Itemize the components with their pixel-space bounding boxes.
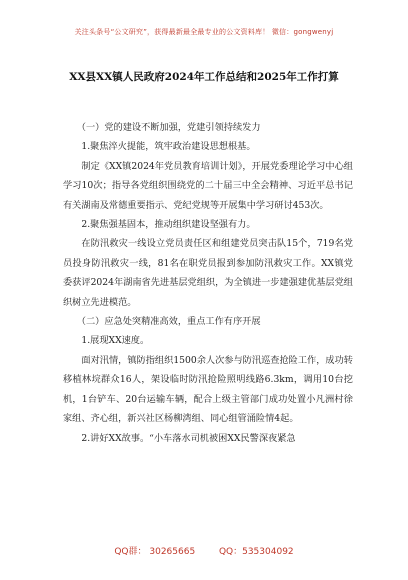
document-title: XX县XX镇人民政府2024年工作总结和2025年工作打算 xyxy=(69,71,339,83)
body-paragraph: 在防汛救灾一线设立党员责任区和组建党员突击队15个，719名党员投身防汛救灾一线，81名在职党员报到参加防汛救灾工作。XX镇党委获评2024年湖南省先进基层党组织，为全镇进一步建强建优基层党组织树立先进模范。 xyxy=(63,238,353,308)
footer-contact xyxy=(0,544,408,557)
body-paragraph: 制定《XX镇2024年党员教育培训计划》，开展党委理论学习中心组学习10次；指导各党组织围绕党的二十届三中全会精神、习近平总书记有关湖南及常德重要指示、党纪党规等开展集中学习研讨453次。 xyxy=(63,160,353,211)
sub-heading: 2.聚焦强基固本，推动组织建设坚强有力。 xyxy=(81,219,256,231)
document-body xyxy=(63,118,353,448)
header-promo-note: 关注头条号“公文研究”，获得最新最全最专业的公文资料库！ 微信：gongwenyj xyxy=(74,28,334,36)
section-heading: （二）应急处突精准高效，重点工作有序开展 xyxy=(76,316,261,328)
body-paragraph: 面对汛情，镇防指组织1500余人次参与防汛巡查抢险工作，成功转移植林垸群众16人，架设临时防汛抢险照明线路6.3km，调用10台挖机，1台铲车、20台运输车辆，配合上级主管部门成功处置小凡洲村徐家组、齐心组，新兴社区杨柳湾组、同心组管涌险情4起。 xyxy=(63,354,353,425)
section-heading: （一）党的建设不断加强，党建引领持续发力 xyxy=(76,122,261,133)
footer-qq: QQ：535304092 xyxy=(218,547,294,557)
sub-heading: 2.讲好XX故事。“小车落水司机被困XX民警深夜紧急 xyxy=(81,432,296,444)
sub-heading: 1.展现XX速度。 xyxy=(81,335,150,347)
footer-qq-group: QQ群： 30265665 xyxy=(114,547,196,557)
sub-heading: 1.聚焦淬火提能，筑牢政治建设思想根基。 xyxy=(81,141,256,153)
